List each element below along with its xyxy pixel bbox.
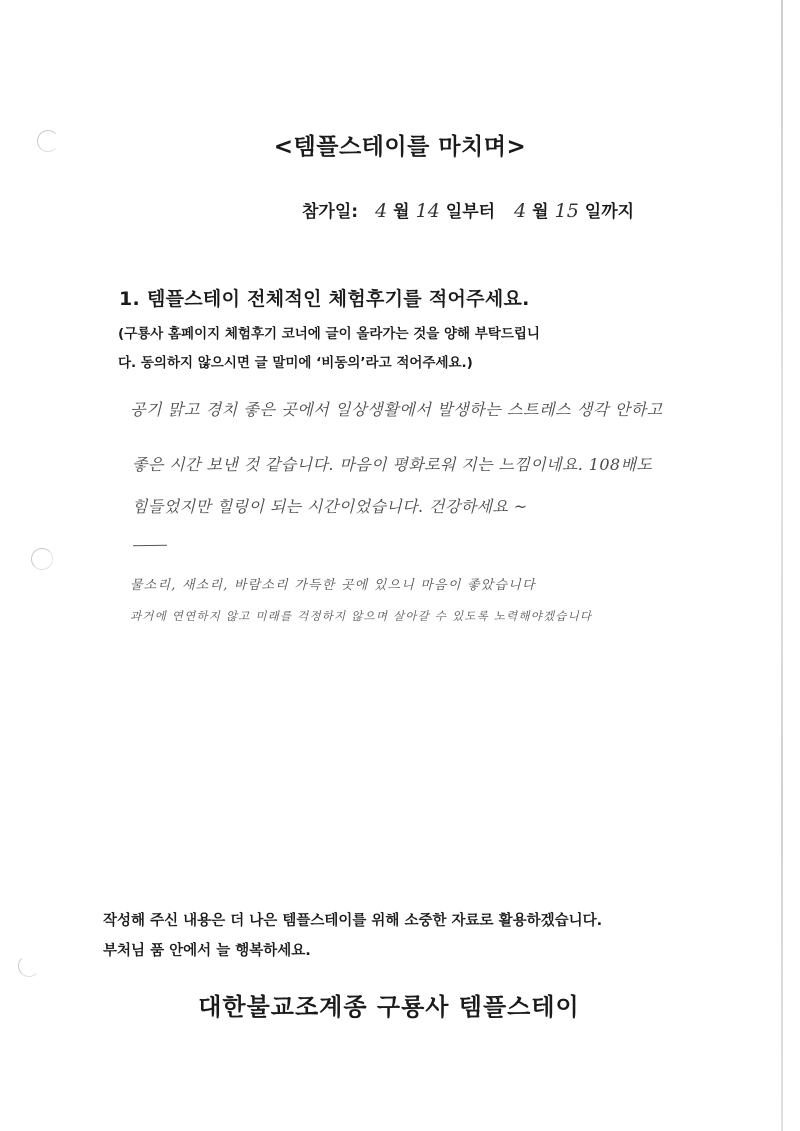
punch-hole-bottom <box>18 955 40 977</box>
handwritten-response-line-1: 공기 맑고 경치 좋은 곳에서 일상생활에서 발생하는 스트레스 생각 안하고 <box>130 400 663 419</box>
handwritten-divider <box>133 545 167 547</box>
month-unit-start: 월 <box>393 202 410 222</box>
closing-line-2: 부처님 품 안에서 늘 행복하세요. <box>103 943 311 959</box>
question-heading: 1. 템플스테이 전체적인 체험후기를 적어주세요. <box>119 288 530 310</box>
closing-message <box>103 906 602 966</box>
handwritten-response-line-5: 과거에 연연하지 않고 미래를 걱정하지 않으며 살아갈 수 있도록 노력해야겠습니다 <box>130 609 593 623</box>
document-title: <템플스테이를 마치며> <box>273 134 527 160</box>
end-month-value: 4 <box>514 200 527 222</box>
scan-edge-line <box>781 0 783 1131</box>
punch-hole-middle <box>31 548 53 570</box>
consent-note <box>118 320 708 378</box>
start-day-value: 14 <box>415 200 440 222</box>
consent-note-line-1: (구룡사 홈페이지 체험후기 코너에 글이 올라가는 것을 양해 부탁드립니 <box>118 326 540 342</box>
organization-name: 대한불교조계종 구룡사 템플스테이 <box>198 993 580 1021</box>
participation-label: 참가일: <box>302 202 359 222</box>
consent-note-line-2: 다. 동의하지 않으시면 글 말미에 ‘비동의’라고 적어주세요.) <box>118 355 473 371</box>
handwritten-response-line-2: 좋은 시간 보낸 것 같습니다. 마음이 평화로워 지는 느낌이네요. 108배도 <box>132 455 653 474</box>
month-unit-end: 월 <box>532 202 549 222</box>
closing-line-1: 작성해 주신 내용은 더 나은 템플스테이를 위해 소중한 자료로 활용하겠습니다. <box>103 913 603 929</box>
handwritten-response-line-4: 물소리, 새소리, 바람소리 가득한 곳에 있으니 마음이 좋았습니다 <box>130 578 536 593</box>
start-month-value: 4 <box>375 200 388 222</box>
handwritten-response-line-3: 힘들었지만 힐링이 되는 시간이었습니다. 건강하세요 ~ <box>132 497 528 516</box>
until-text: 일까지 <box>584 202 635 222</box>
end-day-value: 15 <box>554 200 579 222</box>
from-text: 일부터 <box>445 202 496 222</box>
participation-dates <box>302 197 637 222</box>
